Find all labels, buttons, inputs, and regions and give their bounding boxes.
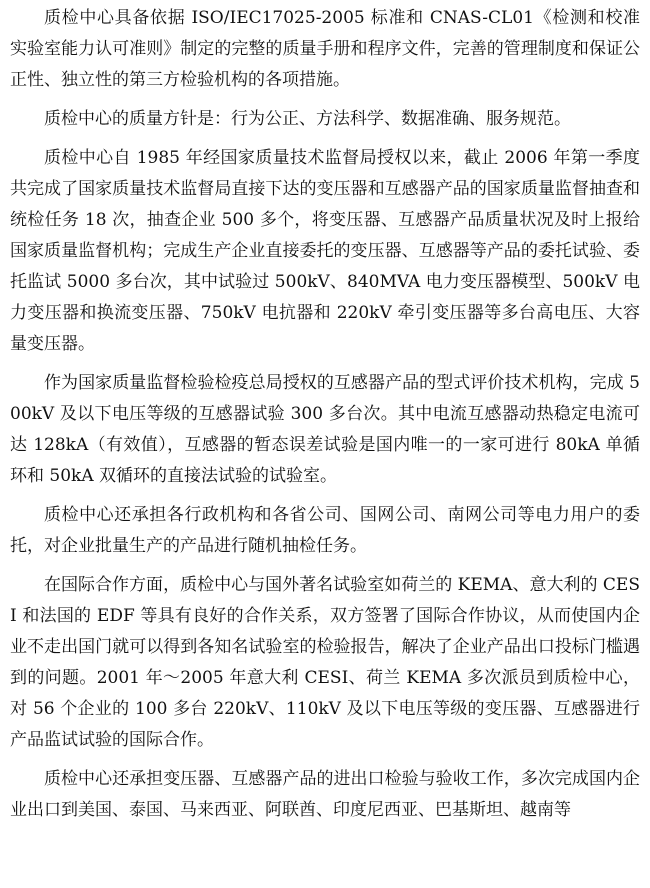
paragraph-transformer-evaluation: 作为国家质量监督检验检疫总局授权的互感器产品的型式评价技术机构，完成 500kV 及以下电压等级的互感器试验 300 多台次。其中电流互感器动热稳定电流可达 128kA（有效值），互感器的暂态误差试验是国内唯一的一家可进行 80kA 单循环和 50kA 双循环的直接法试验的试验室。 [10, 373, 640, 486]
paragraph-qualification: 质检中心具备依据 ISO/IEC17025-2005 标准和 CNAS-CL01《检测和校准实验室能力认可准则》制定的完整的质量手册和程序文件，完善的管理制度和保证公正性、独立性的第三方检验机构的各项措施。 [10, 8, 640, 90]
paragraph-international-cooperation: 在国际合作方面，质检中心与国外著名试验室如荷兰的 KEMA、意大利的 CESI 和法国的 EDF 等具有良好的合作关系，双方签署了国际合作协议，从而使国内企业不走出国门就可以得到各知名试验室的检验报告，解决了企业产品出口投标门槛遇到的问题。2001 年～2005 年意大利 CESI、荷兰 KEMA 多次派员到质检中心，对 56 个企业的 100 多台 220kV、110kV 及以下电压等级的变压器、互感器进行产品监试试验的国际合作。 [10, 575, 640, 750]
paragraph-entrusted-inspection: 质检中心还承担各行政机构和各省公司、国网公司、南网公司等电力用户的委托，对企业批量生产的产品进行随机抽检任务。 [10, 505, 640, 556]
paragraph-import-export: 质检中心还承担变压器、互感器产品的进出口检验与验收工作，多次完成国内企业出口到美国、泰国、马来西亚、阿联酋、印度尼西亚、巴基斯坦、越南等 [10, 769, 640, 820]
paragraph-history-tasks: 质检中心自 1985 年经国家质量技术监督局授权以来，截止 2006 年第一季度共完成了国家质量技术监督局直接下达的变压器和互感器产品的国家质量监督抽查和统检任务 18 次，抽查企业 500 多个，将变压器、互感器产品质量状况及时上报给国家质量监督机构；完成生产企业直接委托的变压器、互感器等产品的委托试验、委托监试 5000 多台次，其中试验过 500kV、840MVA 电力变压器模型、500kV 电力变压器和换流变压器、750kV 电抗器和 220kV 牵引变压器等多台高电压、大容量变压器。 [10, 148, 640, 354]
paragraph-quality-policy: 质检中心的质量方针是：行为公正、方法科学、数据准确、服务规范。 [44, 109, 571, 129]
